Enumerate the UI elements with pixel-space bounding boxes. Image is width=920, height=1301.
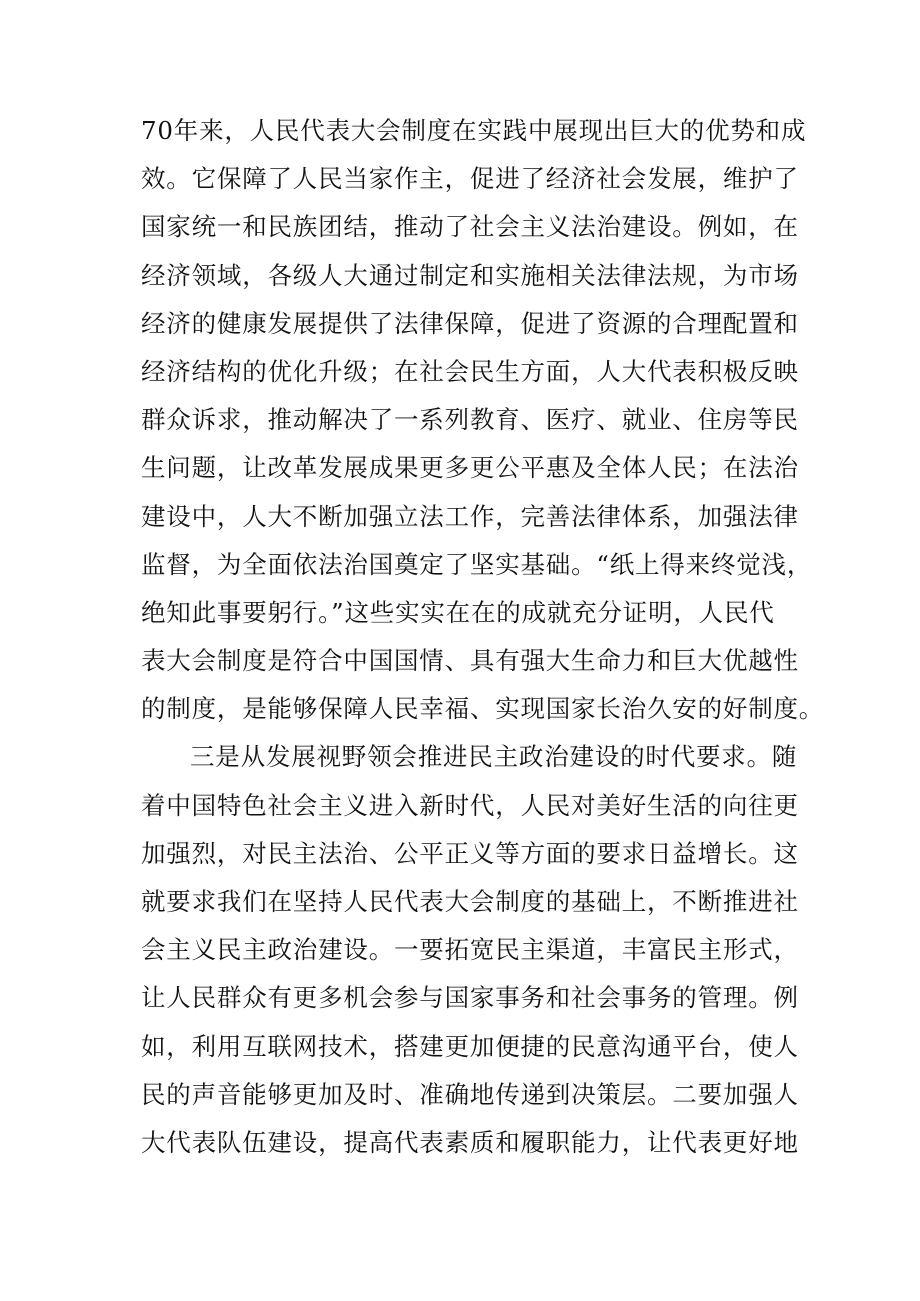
text-line: 群众诉求，推动解决了一系列教育、医疗、就业、住房等民: [141, 405, 799, 435]
text-line: 建设中，人大不断加强立法工作，完善法律体系，加强法律: [141, 501, 799, 531]
text-line: 经济领域，各级人大通过制定和实施相关法律法规，为市场: [141, 260, 799, 290]
text-line: 加强烈，对民主法治、公平正义等方面的要求日益增长。这: [141, 838, 799, 868]
body-text: [141, 107, 825, 1167]
text-line: 着中国特色社会主义进入新时代，人民对美好生活的向往更: [141, 790, 799, 820]
text-line: 绝知此事要躬行。”这些实实在在的成就充分证明，人民代: [141, 597, 775, 627]
text-line: 让人民群众有更多机会参与国家事务和社会事务的管理。例: [141, 983, 799, 1013]
text-line: 生问题，让改革发展成果更多更公平惠及全体人民；在法治: [141, 453, 799, 483]
text-line: 经济的健康发展提供了法律保障，促进了资源的合理配置和: [141, 308, 799, 338]
text-line: 表大会制度是符合中国国情、具有强大生命力和巨大优越性: [141, 646, 799, 676]
text-line: 的制度，是能够保障人民幸福、实现国家长治久安的好制度。: [141, 694, 825, 724]
text-line: 如，利用互联网技术，搭建更加便捷的民意沟通平台，使人: [141, 1031, 799, 1061]
paragraph-start-line: 三是从发展视野领会推进民主政治建设的时代要求。随: [190, 742, 798, 772]
text-line: 会主义民主政治建设。一要拓宽民主渠道，丰富民主形式，: [141, 935, 799, 965]
text-line: 民的声音能够更加及时、准确地传递到决策层。二要加强人: [141, 1079, 799, 1109]
text-line: 国家统一和民族团结，推动了社会主义法治建设。例如，在: [141, 212, 799, 242]
text-line: 效。它保障了人民当家作主，促进了经济社会发展，维护了: [141, 164, 799, 194]
text-line: 大代表队伍建设，提高代表素质和履职能力，让代表更好地: [141, 1127, 799, 1157]
text-line: 监督，为全面依法治国奠定了坚实基础。“纸上得来终觉浅，: [141, 549, 813, 579]
text-line: 就要求我们在坚持人民代表大会制度的基础上，不断推进社: [141, 887, 799, 916]
text-line: 经济结构的优化升级；在社会民生方面，人大代表积极反映: [141, 356, 799, 386]
text-line: 70年来，人民代表大会制度在实践中展现出巨大的优势和成: [141, 116, 807, 145]
